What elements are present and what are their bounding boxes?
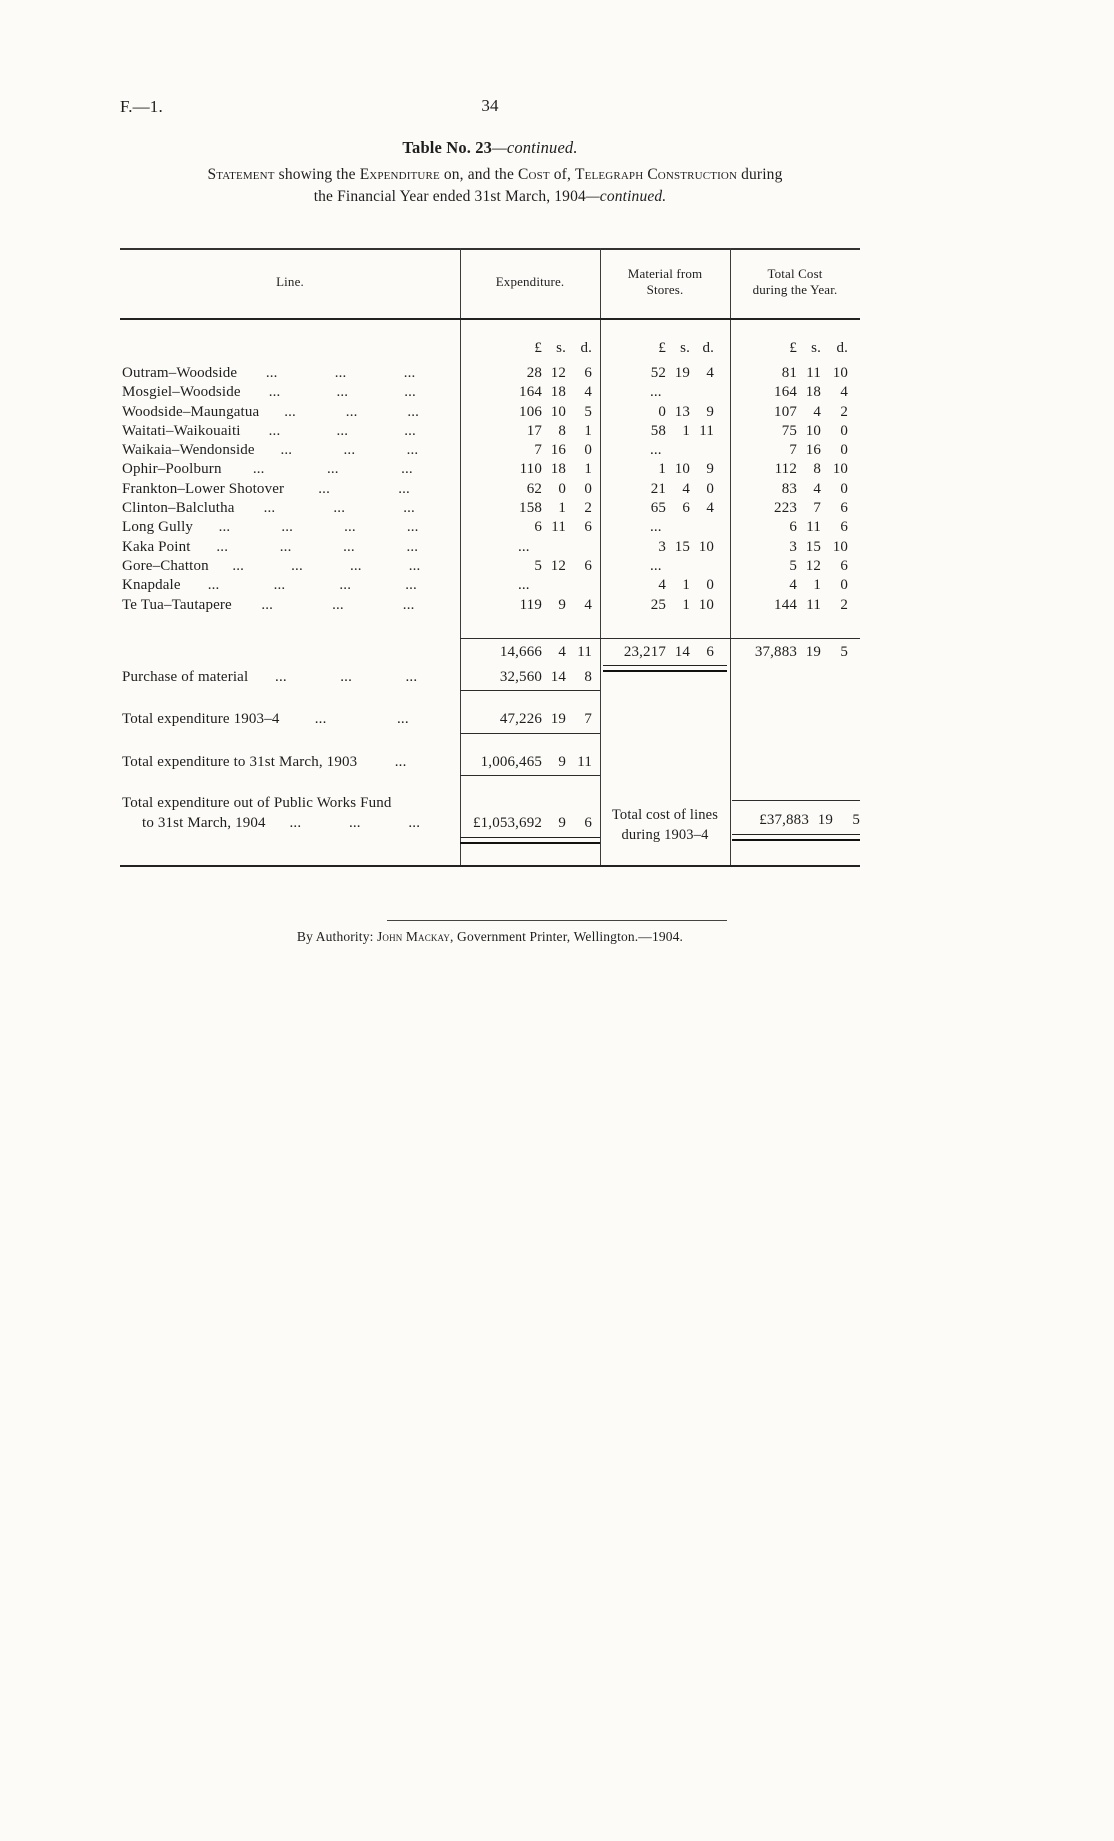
table-row: Knapdale ... ... ... ... ... 4 1 0 4 1 0 bbox=[120, 576, 860, 595]
subtotal-row bbox=[120, 642, 860, 662]
total-value: 223 7 6 bbox=[774, 500, 848, 517]
total-value: 4 1 0 bbox=[789, 577, 848, 594]
material-value: 1 10 9 bbox=[658, 461, 714, 478]
lines-cost-value: £37,883 19 5 bbox=[759, 812, 860, 828]
pwf-label-line2: to 31st March, 1904 bbox=[142, 815, 266, 831]
pwf-label-line1: Total expenditure out of Public Works Fund bbox=[122, 795, 392, 811]
column-header-expenditure: Expenditure. bbox=[495, 274, 565, 289]
statement-line1: Statement showing the Expenditure on, and the Cost of, Telegraph Construction during bbox=[207, 166, 783, 183]
material-value: 25 1 10 bbox=[650, 596, 714, 613]
currency-header: £ s. d. £ s. d. £ s. d. bbox=[534, 340, 848, 356]
lines-cost-label: Total cost of lines during 1903–4 bbox=[611, 807, 719, 843]
line-name: Knapdale bbox=[122, 577, 181, 594]
statement-line2: the Financial Year ended 31st March, 1904—continued. bbox=[313, 188, 667, 205]
table-row: Gore–Chatton ... ... ... ... 5 12 6 ... 5 12 6 bbox=[120, 557, 860, 576]
line-name: Waitati–Waikouaiti bbox=[122, 422, 241, 439]
subtotal-total: 37,883 19 5 bbox=[754, 644, 848, 660]
total-value: 5 12 6 bbox=[789, 557, 848, 574]
table-bottom-rule bbox=[120, 865, 860, 867]
material-value: ... bbox=[650, 442, 662, 459]
total-value: 107 4 2 bbox=[774, 403, 848, 420]
line-name: Te Tua–Tautapere bbox=[122, 596, 232, 613]
table-row: Long Gully ... ... ... ... 6 11 6 ... 6 11 6 bbox=[120, 518, 860, 537]
expenditure-value: 106 10 5 bbox=[519, 403, 592, 420]
material-value: 0 13 9 bbox=[658, 403, 714, 420]
expenditure-value: ... bbox=[518, 538, 530, 555]
expenditure-value: 110 18 1 bbox=[519, 461, 592, 478]
material-value: 4 1 0 bbox=[658, 577, 714, 594]
expenditure-value: 119 9 4 bbox=[519, 596, 592, 613]
purchase-expenditure: 32,560 14 8 bbox=[499, 669, 592, 685]
total-to-1903-row: Total expenditure to 31st March, 1903 ... 1,006,465 9 11 bbox=[120, 752, 860, 772]
line-name: Waikaia–Wendonside bbox=[122, 442, 255, 459]
page-number: 34 bbox=[481, 96, 499, 115]
table-row: Ophir–Poolburn ... ... ... 110 18 1 1 10 9 112 8 10 bbox=[120, 460, 860, 479]
total-value: 7 16 0 bbox=[789, 442, 848, 459]
line-name: Long Gully bbox=[122, 519, 194, 536]
table-title-bold: Table No. 23 bbox=[402, 138, 493, 157]
total-1903-4-row: Total expenditure 1903–4 ... ... 47,226 19 7 bbox=[120, 709, 860, 729]
subtotal-rule bbox=[460, 638, 860, 639]
table-row: Kaka Point ... ... ... ... ... 3 15 10 3 15 10 bbox=[120, 538, 860, 557]
lines-cost-rule bbox=[732, 800, 860, 801]
material-value: 3 15 10 bbox=[658, 538, 714, 555]
expenditure-rule-2 bbox=[460, 733, 600, 734]
expenditure-double-rule bbox=[460, 837, 600, 844]
expenditure-value: 158 1 2 bbox=[519, 500, 592, 517]
doc-ref: F.—1. bbox=[120, 97, 163, 116]
column-header-total-cost: Total Cost during the Year. bbox=[752, 266, 838, 297]
header-rule bbox=[120, 318, 860, 320]
line-name: Clinton–Balclutha bbox=[122, 500, 235, 517]
printer-name: John Mackay bbox=[377, 929, 450, 944]
data-table bbox=[120, 248, 860, 870]
table-row: Outram–Woodside ... ... ... 28 12 6 52 19 4 81 11 10 bbox=[120, 364, 860, 383]
material-value: 52 19 4 bbox=[650, 365, 714, 381]
total-1903-4-label: Total expenditure 1903–4 bbox=[122, 711, 280, 727]
pwf-row: to 31st March, 1904 ... ... ... £1,053,692 9 6 bbox=[120, 813, 860, 833]
subtotal-material: 23,217 14 6 bbox=[623, 644, 714, 660]
line-name: Outram–Woodside bbox=[122, 365, 238, 381]
total-value: 75 10 0 bbox=[781, 422, 848, 439]
purchase-label: Purchase of material bbox=[122, 669, 249, 685]
total-value: 81 11 10 bbox=[781, 365, 848, 381]
expenditure-rule-1 bbox=[460, 690, 600, 691]
table-row: Mosgiel–Woodside ... ... ... 164 18 4 ... 164 18 4 bbox=[120, 383, 860, 402]
lines-cost-double-rule bbox=[732, 834, 860, 841]
material-value: ... bbox=[650, 519, 662, 536]
table-title-continued: —continued. bbox=[492, 138, 578, 157]
total-value: 164 18 4 bbox=[774, 384, 848, 401]
expenditure-value: 17 8 1 bbox=[526, 422, 592, 439]
table-top-rule bbox=[120, 248, 860, 250]
expenditure-rule-3 bbox=[460, 775, 600, 776]
line-name: Gore–Chatton bbox=[122, 557, 209, 574]
table-title bbox=[120, 138, 860, 158]
material-value: 65 6 4 bbox=[650, 500, 714, 517]
total-to-1903-expenditure: 1,006,465 9 11 bbox=[480, 754, 592, 770]
expenditure-value: ... bbox=[518, 577, 530, 594]
total-value: 112 8 10 bbox=[774, 461, 848, 478]
purchase-row: Purchase of material ... ... ... 32,560 14 8 bbox=[120, 667, 860, 687]
table-row: Waikaia–Wendonside ... ... ... 7 16 0 ... 7 16 0 bbox=[120, 441, 860, 460]
total-value: 144 11 2 bbox=[774, 596, 848, 613]
footer: By Authority: John Mackay, Government Printer, Wellington.—1904. bbox=[296, 929, 684, 944]
material-value: ... bbox=[650, 384, 662, 401]
line-name: Ophir–Poolburn bbox=[122, 461, 222, 478]
table-row: Frankton–Lower Shotover ... ... 62 0 0 21 4 0 83 4 0 bbox=[120, 480, 860, 499]
total-to-1903-label: Total expenditure to 31st March, 1903 bbox=[122, 754, 358, 770]
table-row: Waitati–Waikouaiti ... ... ... 17 8 1 58 1 11 75 10 0 bbox=[120, 422, 860, 441]
total-1903-4-expenditure: 47,226 19 7 bbox=[499, 711, 592, 727]
expenditure-value: 62 0 0 bbox=[526, 480, 592, 497]
column-header-material: Material from Stores. bbox=[627, 266, 703, 297]
total-value: 83 4 0 bbox=[781, 480, 848, 497]
pwf-expenditure: £1,053,692 9 6 bbox=[473, 815, 592, 831]
expenditure-value: 7 16 0 bbox=[534, 442, 592, 459]
footer-rule bbox=[387, 920, 727, 921]
expenditure-value: 28 12 6 bbox=[526, 365, 592, 381]
material-value: ... bbox=[650, 557, 662, 574]
line-name: Kaka Point bbox=[122, 538, 191, 555]
total-value: 6 11 6 bbox=[789, 519, 848, 536]
line-name: Frankton–Lower Shotover bbox=[122, 480, 285, 497]
material-value: 58 1 11 bbox=[650, 422, 714, 439]
subtotal-expenditure: 14,666 4 11 bbox=[499, 644, 592, 660]
line-name: Mosgiel–Woodside bbox=[122, 384, 241, 401]
table-row: Woodside–Maungatua ... ... ... 106 10 5 0 13 9 107 4 2 bbox=[120, 403, 860, 422]
table-row: Clinton–Balclutha ... ... ... 158 1 2 65 6 4 223 7 6 bbox=[120, 499, 860, 518]
line-name: Woodside–Maungatua bbox=[122, 403, 260, 420]
table-body bbox=[120, 364, 860, 615]
expenditure-value: 6 11 6 bbox=[534, 519, 592, 536]
column-header-line: Line. bbox=[276, 274, 304, 289]
total-value: 3 15 10 bbox=[789, 538, 848, 555]
material-value: 21 4 0 bbox=[650, 480, 714, 497]
expenditure-value: 5 12 6 bbox=[534, 557, 592, 574]
expenditure-value: 164 18 4 bbox=[519, 384, 592, 401]
table-row: Te Tua–Tautapere ... ... ... 119 9 4 25 1 10 144 11 2 bbox=[120, 596, 860, 615]
